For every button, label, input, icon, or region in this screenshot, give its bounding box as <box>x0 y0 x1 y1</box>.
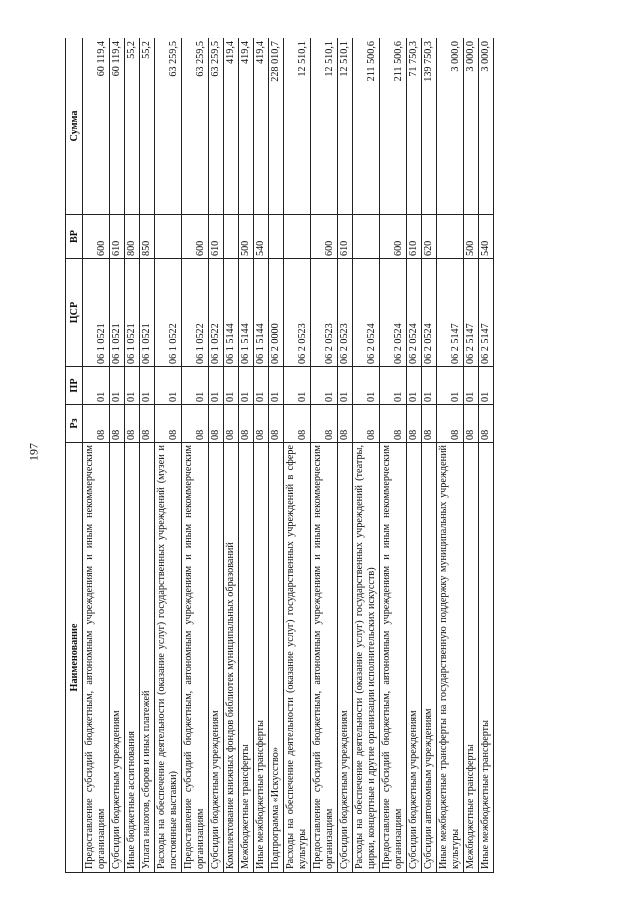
row-csr: 06 2 0523 <box>338 259 353 367</box>
row-vr: 600 <box>380 215 407 259</box>
table-row <box>311 38 338 873</box>
row-csr: 06 1 5144 <box>224 259 239 367</box>
row-name: Предоставление субсидий бюджетным, автономным учреждениям и иным некоммерческим организациям <box>182 443 209 873</box>
row-name: Межбюджетные трансферты <box>464 443 479 873</box>
row-pr: 01 <box>353 367 380 405</box>
header-vr: ВР <box>66 215 83 259</box>
table-row <box>209 38 224 873</box>
row-vr: 610 <box>338 215 353 259</box>
row-vr <box>269 215 284 259</box>
row-vr <box>155 215 182 259</box>
row-csr: 06 2 0523 <box>311 259 338 367</box>
row-csr: 06 1 0522 <box>209 259 224 367</box>
row-rz: 08 <box>284 405 311 443</box>
row-pr: 01 <box>338 367 353 405</box>
row-vr: 800 <box>125 215 140 259</box>
row-name: Субсидии бюджетным учреждениям <box>407 443 422 873</box>
row-pr: 01 <box>254 367 269 405</box>
row-sum: 55,2 <box>140 38 155 215</box>
row-vr: 610 <box>209 215 224 259</box>
row-sum: 228 010,7 <box>269 38 284 215</box>
row-sum: 63 259,5 <box>155 38 182 215</box>
row-name: Субсидии автономным учреждениям <box>422 443 437 873</box>
row-name: Межбюджетные трансферты <box>239 443 254 873</box>
row-name: Уплата налогов, сборов и иных платежей <box>140 443 155 873</box>
row-sum: 60 119,4 <box>83 38 110 215</box>
row-vr: 540 <box>479 215 494 259</box>
table-row <box>422 38 437 873</box>
row-name: Иные бюджетные ассигнования <box>125 443 140 873</box>
row-csr: 06 1 0521 <box>125 259 140 367</box>
row-rz: 08 <box>239 405 254 443</box>
row-vr: 610 <box>110 215 125 259</box>
row-sum: 12 510,1 <box>311 38 338 215</box>
header-sum: Сумма <box>66 38 83 215</box>
table-row <box>464 38 479 873</box>
header-pr: ПР <box>66 367 83 405</box>
row-rz: 08 <box>311 405 338 443</box>
row-rz: 08 <box>407 405 422 443</box>
row-rz: 08 <box>254 405 269 443</box>
row-pr: 01 <box>407 367 422 405</box>
row-csr: 06 2 0000 <box>269 259 284 367</box>
row-csr: 06 2 0524 <box>380 259 407 367</box>
row-pr: 01 <box>110 367 125 405</box>
row-csr: 06 1 0521 <box>83 259 110 367</box>
row-vr: 500 <box>464 215 479 259</box>
table-row <box>437 38 464 873</box>
row-sum: 12 510,1 <box>284 38 311 215</box>
table-row <box>224 38 239 873</box>
table-row <box>83 38 110 873</box>
row-csr: 06 1 5144 <box>254 259 269 367</box>
row-rz: 08 <box>224 405 239 443</box>
row-name: Расходы на обеспечение деятельности (оказание услуг) государственных учреждений (театры, цирки, концертные и другие организации исполнительских искусств) <box>353 443 380 873</box>
rotated-table-container <box>65 38 552 873</box>
row-rz: 08 <box>182 405 209 443</box>
row-rz: 08 <box>140 405 155 443</box>
row-vr <box>353 215 380 259</box>
row-sum: 60 119,4 <box>110 38 125 215</box>
row-pr: 01 <box>140 367 155 405</box>
row-sum: 3 000,0 <box>464 38 479 215</box>
row-name: Субсидии бюджетным учреждениям <box>110 443 125 873</box>
row-name: Иные межбюджетные трансферты <box>479 443 494 873</box>
row-name: Иные межбюджетные трансферты на государственную поддержку муниципальных учреждений культуры <box>437 443 464 873</box>
row-vr: 600 <box>83 215 110 259</box>
row-rz: 08 <box>422 405 437 443</box>
row-sum: 139 750,3 <box>422 38 437 215</box>
row-sum: 3 000,0 <box>479 38 494 215</box>
row-csr: 06 2 0523 <box>284 259 311 367</box>
table-row <box>182 38 209 873</box>
row-csr: 06 2 5147 <box>479 259 494 367</box>
row-rz: 08 <box>83 405 110 443</box>
header-rz: Рз <box>66 405 83 443</box>
table-row <box>155 38 182 873</box>
row-sum: 63 259,5 <box>182 38 209 215</box>
budget-table <box>65 38 494 873</box>
row-sum: 3 000,0 <box>437 38 464 215</box>
row-pr: 01 <box>155 367 182 405</box>
row-sum: 419,4 <box>224 38 239 215</box>
row-sum: 419,4 <box>239 38 254 215</box>
row-rz: 08 <box>209 405 224 443</box>
page-number: 197 <box>26 443 41 461</box>
row-csr: 06 2 5147 <box>464 259 479 367</box>
row-csr: 06 1 5144 <box>239 259 254 367</box>
row-pr: 01 <box>422 367 437 405</box>
row-rz: 08 <box>155 405 182 443</box>
row-pr: 01 <box>239 367 254 405</box>
row-sum: 63 259,5 <box>209 38 224 215</box>
row-vr: 600 <box>311 215 338 259</box>
header-csr: ЦСР <box>66 259 83 367</box>
table-row <box>407 38 422 873</box>
table-row <box>269 38 284 873</box>
row-name: Субсидии бюджетным учреждениям <box>209 443 224 873</box>
table-row <box>353 38 380 873</box>
table-row <box>284 38 311 873</box>
row-pr: 01 <box>182 367 209 405</box>
row-csr: 06 2 0524 <box>353 259 380 367</box>
row-sum: 211 500,6 <box>380 38 407 215</box>
row-rz: 08 <box>338 405 353 443</box>
row-pr: 01 <box>311 367 338 405</box>
row-pr: 01 <box>224 367 239 405</box>
row-pr: 01 <box>437 367 464 405</box>
row-csr: 06 1 0521 <box>110 259 125 367</box>
row-vr <box>437 215 464 259</box>
row-csr: 06 2 0524 <box>422 259 437 367</box>
row-vr: 850 <box>140 215 155 259</box>
row-rz: 08 <box>437 405 464 443</box>
row-csr: 06 2 5147 <box>437 259 464 367</box>
row-sum: 419,4 <box>254 38 269 215</box>
row-name: Предоставление субсидий бюджетным, автономным учреждениям и иным некоммерческим организациям <box>380 443 407 873</box>
row-sum: 211 500,6 <box>353 38 380 215</box>
row-vr: 610 <box>407 215 422 259</box>
row-pr: 01 <box>125 367 140 405</box>
row-name: Предоставление субсидий бюджетным, автономным учреждениям и иным некоммерческим организациям <box>83 443 110 873</box>
row-vr <box>224 215 239 259</box>
row-sum: 12 510,1 <box>338 38 353 215</box>
table-row <box>254 38 269 873</box>
row-csr: 06 2 0524 <box>407 259 422 367</box>
row-vr: 600 <box>182 215 209 259</box>
row-name: Иные межбюджетные трансферты <box>254 443 269 873</box>
row-name: Расходы на обеспечение деятельности (оказание услуг) государственных учреждений (музеи и постоянные выставки) <box>155 443 182 873</box>
header-name: Наименование <box>66 443 83 873</box>
row-name: Предоставление субсидий бюджетным, автономным учреждениям и иным некоммерческим организациям <box>311 443 338 873</box>
row-csr: 06 1 0521 <box>140 259 155 367</box>
row-name: Подпрограмма «Искусство» <box>269 443 284 873</box>
row-sum: 71 750,3 <box>407 38 422 215</box>
row-vr <box>284 215 311 259</box>
row-pr: 01 <box>380 367 407 405</box>
row-vr: 540 <box>254 215 269 259</box>
row-name: Субсидии бюджетным учреждениям <box>338 443 353 873</box>
row-rz: 08 <box>479 405 494 443</box>
row-pr: 01 <box>209 367 224 405</box>
row-pr: 01 <box>284 367 311 405</box>
row-vr: 500 <box>239 215 254 259</box>
row-name: Расходы на обеспечение деятельности (оказание услуг) государственных учреждений в сфере культуры <box>284 443 311 873</box>
table-row <box>479 38 494 873</box>
table-row <box>125 38 140 873</box>
row-rz: 08 <box>353 405 380 443</box>
row-name: Комплектование книжных фондов библиотек муниципальных образований <box>224 443 239 873</box>
row-pr: 01 <box>83 367 110 405</box>
table-row <box>239 38 254 873</box>
row-vr: 620 <box>422 215 437 259</box>
row-pr: 01 <box>479 367 494 405</box>
row-rz: 08 <box>110 405 125 443</box>
table-header-row <box>66 38 83 873</box>
row-rz: 08 <box>269 405 284 443</box>
table-row <box>110 38 125 873</box>
row-csr: 06 1 0522 <box>182 259 209 367</box>
row-csr: 06 1 0522 <box>155 259 182 367</box>
row-sum: 55,2 <box>125 38 140 215</box>
row-pr: 01 <box>269 367 284 405</box>
table-row <box>140 38 155 873</box>
row-rz: 08 <box>125 405 140 443</box>
row-pr: 01 <box>464 367 479 405</box>
row-rz: 08 <box>380 405 407 443</box>
row-rz: 08 <box>464 405 479 443</box>
rotated-page-area <box>65 38 552 873</box>
table-row <box>380 38 407 873</box>
table-row <box>338 38 353 873</box>
